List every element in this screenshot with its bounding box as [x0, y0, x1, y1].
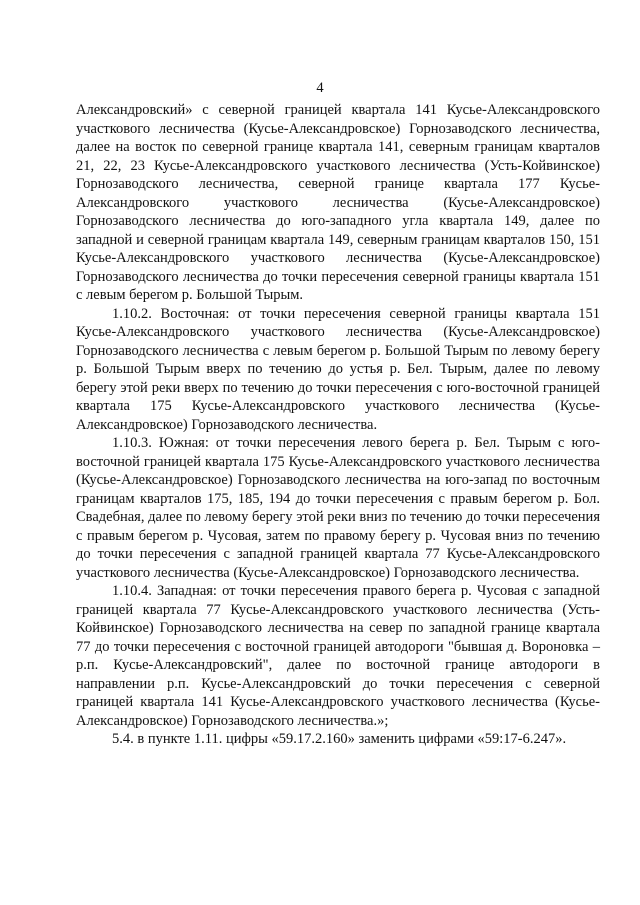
paragraph-eastern-boundary: 1.10.2. Восточная: от точки пересечения северной границы квартала 151 Кусье-Александровского участкового лесничества (Кусье-Александровское) Горнозаводского лесничества с левым берегом р. Большой Тырым по левому берегу р. Большой Тырым вверх по течению до устья р. Бел. Тырым, далее по левому берегу этой реки вверх по течению до точки пересечения с юго-восточной границей квартала 175 Кусье-Александровского участкового лесничества (Кусье-Александровское) Горнозаводского лесничества.	[76, 305, 600, 433]
page-number: 4	[316, 80, 324, 96]
paragraph-western-boundary: 1.10.4. Западная: от точки пересечения правого берега р. Чусовая с западной границей квартала 77 Кусье-Александровского участкового лесничества (Усть-Койвинское) Горнозаводского лесничества на север по западной границе квартала 77 до точки пересечения с восточной границей автодороги "бывшая д. Вороновка – р.п. Кусье-Александровский", далее по восточной границе автодороги в направлении р.п. Кусье-Александровский до точки пересечения с северной границей квартала 141 Кусье-Александровского участкового лесничества (Кусье-Александровское) Горнозаводского лесничества.»;	[76, 583, 600, 729]
paragraph-southern-boundary: 1.10.3. Южная: от точки пересечения левого берега р. Бел. Тырым с юго-восточной границей квартала 175 Кусье-Александровского участкового лесничества (Кусье-Александровское) Горнозаводского лесничества на юго-запад по восточным границам кварталов 175, 185, 194 до точки пересечения с правым берегом р. Бол. Свадебная, далее по левому берегу этой реки вниз по течению до точки пересечения с правым берегом р. Чусовая, затем по правому берегу р. Чусовая вниз по течению до точки пересечения с западной границей квартала 77 Кусье-Александровского участкового лесничества (Кусье-Александровское) Горнозаводского лесничества.	[76, 435, 600, 581]
document-body	[76, 101, 600, 749]
paragraph-amendment-5-4: 5.4. в пункте 1.11. цифры «59.17.2.160» заменить цифрами «59:17-6.247».	[112, 731, 567, 747]
paragraph-1: Александровский» с северной границей квартала 141 Кусье-Александровского участкового лесничества (Кусье-Александровское) Горнозаводского лесничества, далее на восток по северной границе квартала 141, северным границам кварталов 21, 22, 23 Кусье-Александровского участкового лесничества (Усть-Койвинское) Горнозаводского лесничества, северной границе квартала 177 Кусье-Александровского участкового лесничества (Кусье-Александровское) Горнозаводского лесничества до юго-западного угла квартала 149, далее по западной и северной границам квартала 149, северным границам кварталов 150, 151 Кусье-Александровского участкового лесничества (Кусье-Александровское) Горнозаводского лесничества до точки пересечения северной границы квартала 151 с левым берегом р. Большой Тырым.	[76, 102, 600, 303]
